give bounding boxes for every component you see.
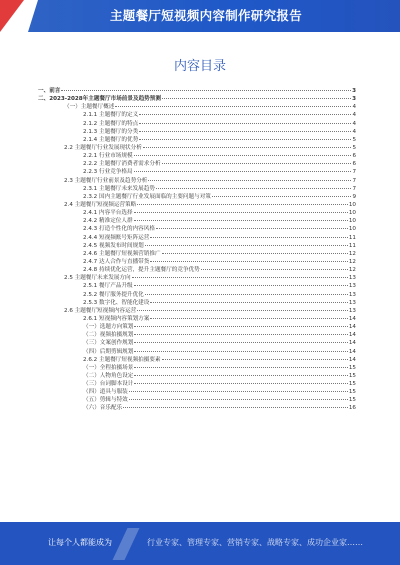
toc-dot-leader [134,362,348,368]
toc-entry-page: 5 [352,136,356,143]
toc-dot-leader [134,346,348,352]
toc-entry-label: 2.4.3 打造个性化的内容风格 [83,226,155,233]
toc-entry-page: 13 [348,283,356,290]
toc-dot-leader [162,93,351,99]
toc-entry-label: 2.2.2 主题餐厅消费者需求分析 [83,161,161,168]
footer-slogan-left: 让每个人都能成为 [48,538,112,547]
toc-dot-leader [134,207,348,213]
toc-entry-page: 5 [352,144,356,151]
toc-entry-label: 2.5.3 数字化、智能化建设 [83,299,150,306]
toc-dot-leader [123,402,348,408]
report-title: 主题餐厅短视频内容制作研究报告 [110,8,303,23]
toc-dot-leader [132,272,348,278]
toc-entry-label: 2.1.4 主题餐厅的优势 [83,136,139,143]
toc-dot-leader [137,199,348,205]
toc-entry-page: 14 [348,324,356,331]
toc-entry-page: 14 [348,340,356,347]
toc-entry-label: 2.3.1 主题餐厅未来发展趋势 [83,185,155,192]
toc-dot-leader [129,386,348,392]
toc-dot-leader [134,166,352,172]
toc-dot-leader [150,232,348,238]
toc-entry-page: 4 [352,128,356,135]
toc-entry-label: （五）剪辑与特效 [83,397,128,404]
toc-entry-label: 2.1.1 主题餐厅的定义 [83,112,139,119]
toc-entry-page: 13 [348,275,356,282]
toc-entry-page: 12 [348,258,356,265]
toc-entry-label: 2.4.8 持续优化运营，提升主题餐厅的竞争优势 [83,267,200,274]
toc-entry-label: 2.4.4 短视频账号矩阵运营 [83,234,150,241]
toc-dot-leader [162,158,352,164]
toc-entry-page: 9 [352,193,356,200]
toc-entry-label: （四）道具与服装 [83,389,128,396]
toc-dot-leader [134,337,348,343]
toc-dot-leader [145,240,348,246]
toc-entry-page: 3 [352,88,356,94]
toc-dot-leader [134,215,348,221]
toc-entry-page: 7 [352,177,356,184]
toc-entry-label: 2.4.7 达人合作与直播带货 [83,258,150,265]
toc-dot-leader [212,191,352,197]
toc-dot-leader [134,150,352,156]
toc-entry-label: 2.3.2 国内主题餐厅行业发展面临的主要问题与对策 [83,193,211,200]
toc-entry-label: 2.3 主题餐厅行业前景及趋势分析 [64,177,148,184]
toc-dot-leader [134,370,348,376]
toc-dot-leader [143,142,352,148]
toc-entry-label: （六）音乐配乐 [83,405,123,412]
toc-entry-label: 2.4.1 内容平台选择 [83,210,133,217]
toc-dot-leader [156,183,351,189]
toc-entry-label: （二）视频拍摄规划 [83,332,134,339]
footer-divider [113,528,140,560]
toc-entry-label: （三）台词脚本设计 [83,381,134,388]
toc-entry[interactable] [38,403,356,411]
toc-entry-label: （二）人物角色设定 [83,372,134,379]
toc-entry-label: 2.1.2 主题餐厅的特点 [83,120,139,127]
toc-dot-leader [134,378,348,384]
toc-entry-page: 6 [352,153,356,160]
toc-entry-page: 7 [352,169,356,176]
toc-entry-page: 14 [348,332,356,339]
toc-entry-label: 2.5.2 餐厅服务提升优化 [83,291,144,298]
toc-dot-leader [145,289,348,295]
toc-entry-page: 12 [348,250,356,257]
toc-entry-page: 13 [348,299,356,306]
toc-entry-page: 14 [348,356,356,363]
toc-dot-leader [139,118,351,124]
toc-dot-leader [134,280,348,286]
toc-entry-page: 11 [348,242,356,249]
toc-entry-page: 6 [352,161,356,168]
toc-dot-leader [139,134,351,140]
toc-entry-page: 15 [348,381,356,388]
toc-entry-page: 15 [348,397,356,404]
toc-entry-page: 13 [348,307,356,314]
toc-dot-leader [139,109,351,115]
toc-dot-leader [61,85,351,91]
toc-dot-leader [162,354,348,360]
toc-dot-leader [115,101,351,107]
toc-dot-leader [150,256,348,262]
toc-entry-page: 15 [348,364,356,371]
toc-entry-label: 2.6.1 短视频内容策划方案 [83,315,150,322]
toc-entry-page: 4 [352,112,356,119]
toc-entry-label: 2.5 主题餐厅未来发展方向 [64,275,131,282]
toc-entry-page: 14 [348,315,356,322]
toc-dot-leader [156,223,348,229]
toc-dot-leader [150,313,348,319]
toc-dot-leader [134,329,348,335]
toc-entry-page: 10 [348,218,356,225]
toc-dot-leader [201,264,348,270]
toc-entry-label: 2.5.1 餐厅产品升级 [83,283,133,290]
toc-entry-page: 10 [348,201,356,208]
toc-entry-label: 2.2.1 行业市场规模 [83,153,133,160]
toc-entry-label: 2.4.5 视频发布时间规划 [83,242,144,249]
toc-entry-label: （一）全程拍摄场景 [83,364,134,371]
toc-dot-leader [137,305,348,311]
toc-entry-label: 2.1.3 主题餐厅的分类 [83,128,139,135]
toc-entry-label: （四）后期剪辑规划 [83,348,134,355]
toc-entry-page: 10 [348,226,356,233]
toc-entry-page: 4 [352,120,356,127]
table-of-contents [38,86,356,412]
toc-entry-label: （一）选题方向策划 [83,324,134,331]
header-red-corner [0,0,24,32]
toc-entry-label: （三）文案创作规划 [83,340,134,347]
page-header [0,0,400,32]
toc-entry-label: 2.4.6 主题餐厅短视频营销推广 [83,250,161,257]
toc-entry-label: 2.4.2 精准定位人群 [83,218,133,225]
toc-heading: 内容目录 [173,59,226,74]
toc-entry-page: 15 [348,389,356,396]
toc-entry-page: 3 [352,96,356,103]
toc-entry-page: 12 [348,267,356,274]
footer-slogan-right: 行业专家、管理专家、营销专家、战略专家、成功企业家…… [147,538,363,547]
toc-entry-label: 2.6 主题餐厅短视频内容运营 [64,307,137,314]
toc-dot-leader [148,175,351,181]
toc-entry-label: （一）主题餐厅概述 [64,104,115,111]
toc-dot-leader [162,248,348,254]
toc-dot-leader [129,394,348,400]
toc-entry-label: 2.2.3 行业竞争格局 [83,169,133,176]
toc-entry-label: 二、2023-2028年主题餐厅市场前景及趋势预测 [38,96,161,103]
toc-entry-label: 2.6.2 主题餐厅短视频拍摄要素 [83,356,161,363]
toc-entry-page: 16 [348,405,356,412]
toc-entry-label: 2.2 主题餐厅行业发展现状分析 [64,144,142,151]
toc-entry-page: 4 [352,104,356,111]
toc-dot-leader [139,126,351,132]
page-footer [0,522,400,565]
toc-entry-page: 7 [352,185,356,192]
toc-entry-page: 10 [348,210,356,217]
toc-entry-page: 14 [348,348,356,355]
toc-dot-leader [134,321,348,327]
toc-entry-page: 15 [348,372,356,379]
toc-entry-label: 一、前言 [38,88,61,94]
toc-entry-label: 2.4 主题餐厅短视频运营策略 [64,201,137,208]
toc-dot-leader [150,297,348,303]
toc-entry-page: 13 [348,291,356,298]
toc-entry-page: 11 [348,234,356,241]
